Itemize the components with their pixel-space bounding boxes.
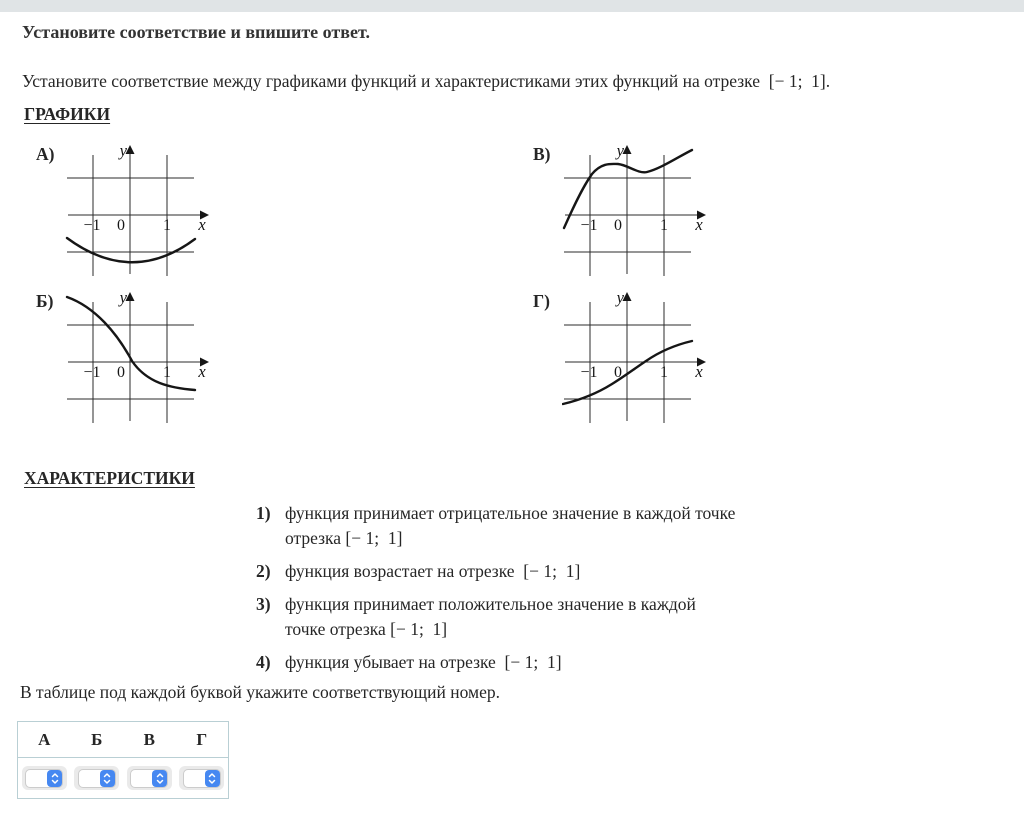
x-tick: 0 bbox=[117, 217, 125, 234]
graph-block-b bbox=[36, 285, 215, 435]
answer-column-a: А bbox=[38, 730, 51, 749]
characteristics-list bbox=[256, 501, 766, 683]
characteristic-number: 4) bbox=[256, 652, 271, 672]
graph-plot-a bbox=[65, 138, 215, 288]
x-tick: 0 bbox=[614, 364, 622, 381]
graph-block-v bbox=[533, 138, 712, 288]
answer-table-header bbox=[18, 722, 228, 758]
graphs-heading: ГРАФИКИ bbox=[24, 104, 111, 124]
answer-column-v: В bbox=[143, 730, 155, 749]
select-stepper-icon[interactable] bbox=[152, 770, 167, 787]
answer-column-g: Г bbox=[196, 730, 208, 749]
graph-label-b: Б) bbox=[36, 291, 54, 311]
task-instruction: Установите соответствие между графиками функций и характеристиками этих функций на отрезке [− 1; 1]. bbox=[22, 71, 831, 91]
x-tick: −1 bbox=[580, 217, 598, 234]
axes bbox=[68, 145, 209, 274]
characteristic-number: 1) bbox=[256, 503, 271, 523]
characteristic-text: функция убывает на отрезке [− 1; 1] bbox=[285, 652, 562, 672]
graph-label-g: Г) bbox=[533, 291, 550, 311]
x-tick: −1 bbox=[83, 364, 101, 381]
answer-table-selects-row bbox=[18, 758, 228, 798]
graph-block-a bbox=[36, 138, 215, 288]
x-tick: 1 bbox=[163, 217, 171, 234]
x-axis-label: x bbox=[198, 362, 206, 381]
table-instruction: В таблице под каждой буквой укажите соответствующий номер. bbox=[20, 682, 500, 702]
characteristics-heading: ХАРАКТЕРИСТИКИ bbox=[24, 468, 195, 488]
characteristic-item-1 bbox=[256, 501, 766, 551]
select-stepper-icon[interactable] bbox=[47, 770, 62, 787]
x-axis-label: x bbox=[695, 215, 703, 234]
answer-table bbox=[17, 721, 229, 799]
x-tick: 0 bbox=[614, 217, 622, 234]
graph-plot-g bbox=[562, 285, 712, 435]
characteristic-number: 3) bbox=[256, 594, 271, 614]
function-curve-a bbox=[67, 238, 195, 262]
characteristic-text: функция принимает отрицательное значение в каждой точке отрезка [− 1; 1] bbox=[285, 503, 736, 548]
characteristic-number: 2) bbox=[256, 561, 271, 581]
x-tick: −1 bbox=[83, 217, 101, 234]
graph-plot-b bbox=[65, 285, 215, 435]
x-tick: 0 bbox=[117, 364, 125, 381]
select-stepper-icon[interactable] bbox=[205, 770, 220, 787]
answer-select-v[interactable] bbox=[127, 766, 172, 790]
graph-plot-v bbox=[562, 138, 712, 288]
characteristic-item-4 bbox=[256, 650, 766, 675]
x-axis-label: x bbox=[695, 362, 703, 381]
characteristic-text: функция принимает положительное значение в каждой точке отрезка [− 1; 1] bbox=[285, 594, 696, 639]
top-bar bbox=[0, 0, 1024, 12]
x-tick: 1 bbox=[660, 217, 668, 234]
x-axis-label: x bbox=[198, 215, 206, 234]
select-stepper-icon[interactable] bbox=[100, 770, 115, 787]
y-axis-label: y bbox=[616, 141, 624, 160]
x-tick: −1 bbox=[580, 364, 598, 381]
answer-select-b[interactable] bbox=[74, 766, 119, 790]
y-axis-label: y bbox=[119, 141, 127, 160]
axes bbox=[565, 292, 706, 421]
page-title: Установите соответствие и впишите ответ. bbox=[22, 22, 370, 42]
answer-column-b: Б bbox=[91, 730, 103, 749]
characteristic-text: функция возрастает на отрезке [− 1; 1] bbox=[285, 561, 581, 581]
graph-block-g bbox=[533, 285, 712, 435]
y-axis-label: y bbox=[616, 288, 624, 307]
x-tick: 1 bbox=[660, 364, 668, 381]
y-axis-label: y bbox=[119, 288, 127, 307]
graph-label-v: В) bbox=[533, 144, 551, 164]
axes bbox=[565, 145, 706, 274]
axes bbox=[68, 292, 209, 421]
graph-label-a: А) bbox=[36, 144, 55, 164]
characteristic-item-3 bbox=[256, 592, 766, 642]
answer-select-g[interactable] bbox=[179, 766, 224, 790]
x-tick: 1 bbox=[163, 364, 171, 381]
answer-select-a[interactable] bbox=[22, 766, 67, 790]
characteristic-item-2 bbox=[256, 559, 766, 584]
